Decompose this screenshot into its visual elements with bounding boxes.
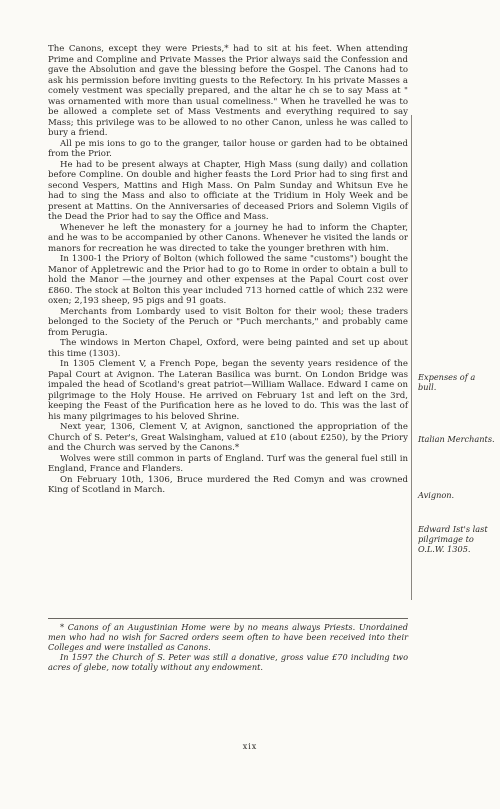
paragraph: Wolves were still common in parts of England. Turf was the general fuel still in England, France and Flanders. <box>48 453 408 474</box>
margin-note-merchants: Italian Merchants. <box>418 434 495 444</box>
paragraph: Next year, 1306, Clement V, at Avignon, sanctioned the appropriation of the Church of S. Peter's, Great Walsingham, valued at £10 (about £250), by the Priory and the Church was served by the Canons.* <box>48 422 408 453</box>
paragraph: Merchants from Lombardy used to visit Bolton for their wool; these traders belonged to the Society of the Peruch or "Puch merchants," and probably came from Perugia. <box>48 306 408 338</box>
paragraph: The windows in Merton Chapel, Oxford, were being painted and set up about this time (1303). <box>48 338 408 359</box>
paragraph: In 1305 Clement V, a French Pope, began the seventy years residence of the Papal Court at Avignon. The Lateran Basilica was burnt. On London Bridge was impaled the head of Scotland's great patriot—William Wallace. Edward I came on pilgrimage to the Holy House. He arrived on February 1st and left on the 3rd, keeping the Feast of the Purification here as he loved to do. This was the last of his many pilgrimages to his beloved Shrine. <box>48 359 408 422</box>
paragraph: In 1300-1 the Priory of Bolton (which followed the same "customs") bought the Manor of Appletrewic and the Prior had to go to Rome in order to obtain a bull to hold the Manor —the journey and other expenses at the Papal Court cost over £860. The stock at Bolton this year included 713 horned cattle of which 232 were oxen; 2,193 sheep, 95 pigs and 91 goats. <box>48 254 408 306</box>
footnote: In 1597 the Church of S. Peter was still a donative, gross value £70 including two acres of glebe, now totally without any endowment. <box>48 652 408 672</box>
paragraph: Whenever he left the monastery for a journey he had to inform the Chapter, and he was to be accompanied by other Canons. Whenever he visited the lands or manors for recreation he was directed to take the younger brethren with him. <box>48 222 408 254</box>
footnote-divider <box>48 618 408 619</box>
paragraph: All pe mis ions to go to the granger, tailor house or garden had to be obtained from the Prior. <box>48 138 408 159</box>
margin-note-avignon: Avignon. <box>418 490 455 500</box>
main-text <box>48 44 408 496</box>
margin-note-edward: Edward Ist's last pilgrimage to O.L.W. 1305. <box>418 524 488 554</box>
paragraph: He had to be present always at Chapter, High Mass (sung daily) and collation before Compline. On double and higher feasts the Lord Prior had to sing first and second Vespers, Mattins and High Mass. On Palm Sunday and Whitsun Eve he had to sing the Mass and also to officiate at the Tridium in Holy Week and be present at Mattins. On the Anniversaries of deceased Priors and Solemn Vigils of the Dead the Prior had to say the Office and Mass. <box>48 159 408 222</box>
paragraph: The Canons, except they were Priests,* had to sit at his feet. When attending Prime and Compline and Private Masses the Prior always said the Confession and gave the Absolution and gave the blessing before the Gospel. The Canons had to ask his permission before inviting guests to the Refectory. In his private Masses a comely vestment was specially prepared, and the altar he ch se to say Mass at " was ornamented with more than usual comeliness." When he travelled he was to be allowed a complete set of Mass Vestments and everything required to say Mass; this privilege was to be allowed to no other Canon, unless he was called to bury a friend. <box>48 44 408 138</box>
margin-note-expenses: Expenses of a bull. <box>418 372 476 392</box>
footnotes <box>48 622 408 672</box>
page-number: xix <box>242 742 258 751</box>
footnote: * Canons of an Augustinian Home were by no means always Priests. Unordained men who had no wish for Sacred orders seem often to have been received into their Colleges and were installed as Canons. <box>48 622 408 652</box>
paragraph: On February 10th, 1306, Bruce murdered the Red Comyn and was crowned King of Scotland in March. <box>48 474 408 495</box>
margin-rule <box>411 115 412 600</box>
